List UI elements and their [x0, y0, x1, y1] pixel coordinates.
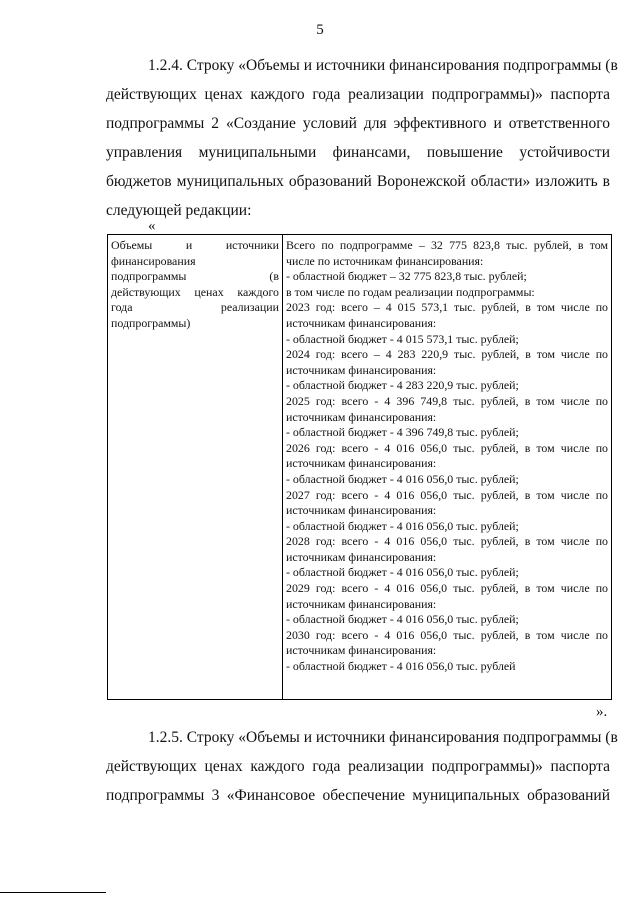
- cell-line: действующих ценах каждого: [111, 284, 279, 299]
- cell-line: Всего по подпрограмме – 32 775 823,8 тыс. рублей, в том: [286, 238, 608, 252]
- cell-line: 2026 год: всего - 4 016 056,0 тыс. рублей, в том числе по: [286, 440, 608, 455]
- text-line: действующих ценах каждого года реализации подпрограммы)» паспорта: [106, 758, 610, 775]
- table-cell-value: [283, 235, 612, 700]
- page-number: 5: [316, 22, 324, 38]
- cell-line: числе по источникам финансирования:: [286, 253, 484, 268]
- text-line: управления муниципальными финансами, повышение устойчивости: [106, 144, 610, 161]
- cell-line: источникам финансирования:: [286, 549, 437, 564]
- cell-line: источникам финансирования:: [286, 409, 437, 424]
- cell-line: - областной бюджет - 4 016 056,0 тыс. рублей;: [286, 565, 519, 580]
- table-row: [108, 235, 612, 700]
- cell-line: 2025 год: всего - 4 396 749,8 тыс. рублей, в том числе по: [286, 393, 608, 408]
- cell-line: Объемы и источники: [111, 238, 279, 252]
- cell-line: источникам финансирования:: [286, 643, 437, 658]
- cell-line: источникам финансирования:: [286, 315, 437, 330]
- cell-line: - областной бюджет - 4 396 749,8 тыс. рублей;: [286, 425, 519, 440]
- cell-line: 2029 год: всего - 4 016 056,0 тыс. рублей, в том числе по: [286, 581, 608, 596]
- paragraph-1-2-4: [106, 51, 618, 225]
- closing-quote: ».: [596, 704, 608, 720]
- text-line: бюджетов муниципальных образований Воронежской области» изложить в: [106, 173, 610, 190]
- table-cell-label: [108, 235, 283, 700]
- text-line: подпрограммы 2 «Создание условий для эффективного и ответственного: [106, 115, 610, 132]
- footnote-divider: [0, 892, 106, 893]
- cell-line: - областной бюджет - 4 015 573,1 тыс. рублей;: [286, 331, 519, 346]
- cell-line: источникам финансирования:: [286, 596, 437, 611]
- cell-line: - областной бюджет - 4 016 056,0 тыс. рублей;: [286, 518, 519, 533]
- cell-line: - областной бюджет - 4 016 056,0 тыс. рублей: [286, 659, 516, 674]
- cell-line: финансирования: [111, 253, 196, 268]
- cell-line: 2027 год: всего - 4 016 056,0 тыс. рублей, в том числе по: [286, 487, 608, 502]
- cell-line: года реализации: [111, 300, 279, 315]
- cell-line: 2028 год: всего - 4 016 056,0 тыс. рублей, в том числе по: [286, 534, 608, 549]
- text-line: 1.2.4. Строку «Объемы и источники финансирования подпрограммы (в: [148, 57, 618, 74]
- cell-line: подпрограммы): [111, 315, 191, 330]
- cell-line: 2023 год: всего – 4 015 573,1 тыс. рублей, в том числе по: [286, 300, 608, 315]
- text-line: подпрограммы 3 «Финансовое обеспечение муниципальных образований: [106, 787, 610, 804]
- cell-line: 2030 год: всего - 4 016 056,0 тыс. рублей, в том числе по: [286, 627, 608, 642]
- text-line: следующей редакции:: [106, 202, 252, 219]
- cell-line: - областной бюджет - 4 016 056,0 тыс. рублей;: [286, 612, 519, 627]
- paragraph-1-2-5: [106, 723, 618, 810]
- cell-line: источникам финансирования:: [286, 456, 437, 471]
- financing-table: [107, 234, 612, 700]
- cell-line: в том числе по годам реализации подпрограммы:: [286, 284, 535, 299]
- text-line: действующих ценах каждого года реализации подпрограммы)» паспорта: [106, 86, 610, 103]
- cell-line: - областной бюджет – 32 775 823,8 тыс. рублей;: [286, 269, 527, 284]
- cell-line: источникам финансирования:: [286, 362, 437, 377]
- cell-line: 2024 год: всего – 4 283 220,9 тыс. рублей, в том числе по: [286, 347, 608, 362]
- cell-line: - областной бюджет - 4 016 056,0 тыс. рублей;: [286, 471, 519, 486]
- text-line: 1.2.5. Строку «Объемы и источники финансирования подпрограммы (в: [148, 729, 618, 746]
- opening-quote: «: [148, 218, 156, 234]
- cell-line: источникам финансирования:: [286, 503, 437, 518]
- cell-line: - областной бюджет - 4 283 220,9 тыс. рублей;: [286, 378, 519, 393]
- cell-line: подпрограммы (в: [111, 269, 279, 284]
